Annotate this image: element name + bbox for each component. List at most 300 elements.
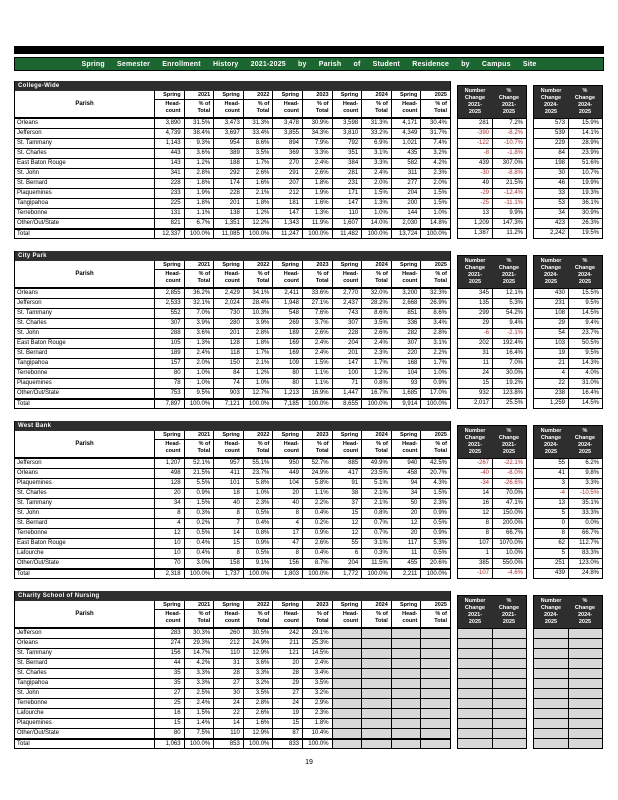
change-cell [492,729,526,738]
table-cell: 7,897 [154,400,184,408]
change-row [458,148,526,158]
change-cell: 47.1% [492,499,526,508]
header-line: Change [464,605,486,611]
header-line: count [343,278,359,284]
change-cell [492,719,526,728]
change-cell: -25 [480,200,489,206]
change-row [458,128,526,138]
table-cell: 0.2% [184,519,214,528]
table-row [15,218,450,228]
change-cell [458,719,492,728]
change-box-header [458,426,526,458]
parish-label: Lafourche [17,710,44,716]
table-cell: 833 [272,740,302,748]
change-row [458,228,526,238]
change-cell: 33 [558,190,565,196]
change-cell: 281 [478,120,489,126]
table-cell: 2.3% [420,169,450,178]
table-cell: 3.5% [243,149,273,158]
change-cell [568,629,602,638]
table-cell: 143 [154,159,184,168]
parish-column-header: Parish [75,101,94,107]
change-header-cell [534,256,568,288]
enrollment-table [14,251,451,409]
year-label: 2024 [361,431,391,440]
change-cell: 21.5% [492,179,526,188]
parish-label: Tangipahoa [17,200,49,206]
pct-total-column-header [361,270,391,287]
table-cell: 2.5% [184,689,214,698]
table-row [15,478,450,488]
table-cell: 14.8% [420,219,450,228]
parish-label: St. Charles [17,320,47,326]
table-cell: 1.5% [420,199,450,208]
header-line: count [284,448,299,454]
parish-label: St. Bernard [17,520,48,526]
parish-label: Orleans [17,640,39,646]
table-cell: 0.8% [361,379,391,388]
change-cell: 14 [482,490,489,496]
change-cell [492,709,526,718]
table-cell: 181 [272,199,302,208]
table-cell: 2.0% [184,359,214,368]
table-cell: 2.6% [302,329,332,338]
table-cell: 903 [213,389,243,398]
table-cell: 28 [213,669,243,678]
table-cell: 12.9% [243,649,273,658]
table-cell: 3.9% [184,319,214,328]
change-cell: 26.3% [568,219,602,228]
header-line: Head- [165,271,181,277]
headcount-column-header [154,440,184,457]
change-row [458,178,526,188]
table-cell [420,699,450,708]
change-box-2024-2025 [533,85,603,239]
change-row [458,478,526,488]
table-cell: 4,739 [154,129,184,138]
change-cell [458,739,492,748]
header-line: Total [315,278,329,284]
table-cell: 100.0% [184,740,214,748]
table-cell: 18 [213,489,243,498]
table-cell: 954 [213,139,243,148]
table-cell: 80 [154,729,184,738]
table-cell: 29 [272,679,302,688]
headcount-column-header [154,270,184,287]
header-line: count [284,108,299,114]
header-line: % of [435,611,447,617]
change-cell [568,659,602,668]
table-cell: 38 [332,489,362,498]
table-cell: 33.2% [361,129,391,138]
table-cell: 1.4% [184,719,214,728]
table-cell: 3.2% [302,689,332,698]
header-line: 2021- [467,442,483,448]
table-cell: 4.2% [420,159,450,168]
table-row [15,388,450,398]
header-line: % of [376,101,388,107]
table-cell: 443 [154,149,184,158]
table-cell: 0.9% [184,489,214,498]
table-cell: 100.0% [184,400,214,408]
change-cell [568,679,602,688]
change-row [534,728,602,738]
table-cell: 291 [272,169,302,178]
table-cell: 150 [213,359,243,368]
spring-label: Spring [391,261,421,270]
table-cell: 2.3% [420,499,450,508]
table-cell: 1.0% [420,209,450,218]
change-row [458,688,526,698]
table-cell: 31.3% [243,119,273,128]
table-row [15,698,450,708]
table-cell: 128 [154,479,184,488]
parish-label: St. Bernard [17,350,48,356]
table-cell: 4,171 [391,119,421,128]
change-row [534,528,602,538]
table-cell: 336 [391,319,421,328]
change-cell: 103 [554,340,565,346]
header-line: Head- [402,271,418,277]
table-cell: 29.3% [184,639,214,648]
parish-label: St. Bernard [17,660,48,666]
table-cell: 100.0% [420,230,450,238]
change-cell: 50.5% [568,339,602,348]
year-label: 2023 [302,261,332,270]
table-cell: 3.2% [243,679,273,688]
table-cell: 80 [154,369,184,378]
change-box-header [534,256,602,288]
table-cell: 147 [332,359,362,368]
table-cell: 2.1% [243,189,273,198]
table-cell: 14.0% [361,219,391,228]
change-row [534,498,602,508]
header-line: % of [435,271,447,277]
table-cell: 5.8% [302,479,332,488]
campus-name-bar: College-Wide [15,81,450,91]
header-line: Total [315,108,329,114]
table-cell: 101 [213,479,243,488]
change-row [534,648,602,658]
change-box-header [458,86,526,118]
spring-label: Spring [213,261,243,270]
table-cell: 2.6% [243,169,273,178]
parish-label: Other/Out/State [17,390,60,396]
change-box-2024-2025 [533,425,603,579]
table-cell [361,679,391,688]
change-box-2024-2025 [533,255,603,409]
pct-total-column-header [420,440,450,457]
headcount-column-header [391,610,421,627]
header-line: % [506,88,512,94]
change-row [458,538,526,548]
table-cell: 14.7% [184,649,214,658]
table-cell: 0.8% [243,529,273,538]
table-cell: 1.2% [243,369,273,378]
table-cell: 33.4% [243,129,273,138]
table-cell: 12 [391,519,421,528]
change-row [458,568,526,578]
table-cell [420,639,450,648]
header-line: Total [256,448,270,454]
table-cell: 109 [272,359,302,368]
table-cell: 20 [272,659,302,668]
change-cell: 198 [554,160,565,166]
table-cell: 1.9% [302,189,332,198]
header-line: 2024- [577,442,593,448]
change-row [534,328,602,338]
header-line: 2025 [544,619,558,625]
table-cell: 458 [391,469,421,478]
table-cell: 204 [332,559,362,568]
table-cell: 2,024 [213,299,243,308]
table-cell: 2.9% [302,699,332,708]
table-cell: 389 [213,149,243,158]
table-cell: 1.2% [184,159,214,168]
change-cell: 55 [558,460,565,466]
table-cell: 3,855 [272,129,302,138]
header-line: Total [434,448,447,454]
change-cell: 202 [478,340,489,346]
parish-label: Jefferson [17,630,42,636]
change-row [458,458,526,468]
change-cell: -1.8% [492,149,526,158]
year-label: 2023 [302,431,332,440]
table-cell: 2.1% [361,489,391,498]
change-row [458,528,526,538]
table-cell: 1,021 [391,139,421,148]
header-line: % of [257,101,270,107]
change-cell: 9.5% [568,299,602,308]
spring-label: Spring [391,91,421,100]
enrollment-table [14,421,451,579]
table-cell: 3.0% [184,559,214,568]
spring-label: Spring [154,601,184,610]
change-cell: 1 [485,550,489,556]
table-row [15,288,450,298]
table-cell [332,740,362,748]
change-cell: 7.2% [492,119,526,128]
table-cell: 0.9% [420,529,450,538]
change-row [534,468,602,478]
change-row [534,358,602,368]
table-cell: 100.0% [184,230,214,238]
table-cell: 31 [213,659,243,668]
header-line: Total [375,108,388,114]
table-cell: 117 [391,539,421,548]
spring-label: Spring [154,431,184,440]
header-line: Number [464,88,486,94]
table-cell: 31.5% [184,119,214,128]
change-row [534,218,602,228]
change-row [458,628,526,638]
change-cell [568,639,602,648]
table-cell: 1.5% [184,499,214,508]
table-cell: 2.4% [302,159,332,168]
spring-label: Spring [213,431,243,440]
table-cell: 156 [272,559,302,568]
parish-label: St. Charles [17,150,47,156]
table-cell [361,649,391,658]
headcount-column-header [391,100,421,117]
change-cell: 539 [554,130,565,136]
change-header-cell [568,596,602,628]
table-cell: 0.5% [420,549,450,558]
change-cell [534,709,568,718]
table-cell: 2.4% [184,349,214,358]
table-row [15,308,450,318]
header-line: count [343,108,359,114]
table-cell: 158 [213,559,243,568]
change-row [534,628,602,638]
header-line: % of [435,101,447,107]
year-label: 2025 [420,431,450,440]
table-row [15,348,450,358]
table-cell: 0.9% [243,539,273,548]
change-row [458,668,526,678]
header-line: Head- [224,441,240,447]
change-row [534,368,602,378]
change-row [534,738,602,748]
table-cell: 1.0% [243,489,273,498]
table-cell: 71 [332,379,362,388]
parish-label: St. Tammany [17,500,52,506]
table-cell: 5.8% [243,479,273,488]
table-cell: 548 [272,309,302,318]
table-row [15,678,450,688]
change-cell: -8.2% [492,129,526,138]
parish-label: Tangipahoa [17,680,49,686]
table-cell: 1.7% [243,159,273,168]
change-cell: 84 [558,150,565,156]
change-cell [568,739,602,748]
table-cell: 8.6% [243,139,273,148]
table-cell [361,740,391,748]
table-cell: 12.9% [243,729,273,738]
header-line: Total [315,448,329,454]
table-cell: 449 [272,469,302,478]
table-cell: 204 [332,339,362,348]
change-header-cell [568,256,602,288]
header-line: Total [197,108,211,114]
table-cell: 74 [213,379,243,388]
parish-label: Terrebonne [17,530,48,536]
change-cell [534,629,568,638]
change-cell: 30.9% [568,209,602,218]
table-cell [361,639,391,648]
table-cell: 2.8% [420,329,450,338]
table-cell: 1.6% [243,179,273,188]
headcount-column-header [272,270,302,287]
table-cell: 1,143 [154,139,184,148]
change-cell: -12.4% [492,189,526,198]
table-cell: 20 [154,489,184,498]
change-cell: 229 [554,140,565,146]
header-line: Change [498,265,520,271]
change-box-header [534,86,602,118]
table-cell: 12.2% [243,219,273,228]
change-cell: 9.8% [568,469,602,478]
table-cell: 228 [213,189,243,198]
headcount-column-header [213,610,243,627]
change-cell: -34 [480,480,489,486]
change-cell [568,699,602,708]
header-line: 2025 [578,109,592,115]
table-cell: 11.9% [302,219,332,228]
change-cell: 4 [561,370,565,376]
table-cell: 7.4% [420,139,450,148]
parish-label: Other/Out/State [17,730,60,736]
header-line: % [506,258,512,264]
table-cell: 2,668 [391,299,421,308]
change-cell [492,689,526,698]
spring-label: Spring [272,91,302,100]
table-cell: 0.4% [184,539,214,548]
table-cell: 14.5% [302,649,332,658]
pct-total-column-header [361,440,391,457]
change-cell [534,679,568,688]
table-cell: 10.3% [243,309,273,318]
change-cell: 8 [561,530,565,536]
parish-label: Terrebonne [17,370,48,376]
table-cell: 211 [272,639,302,648]
table-cell [391,740,421,748]
campus-section [14,591,604,749]
change-cell: 13 [482,210,489,216]
header-line: % of [257,611,270,617]
table-cell: 11,482 [332,230,362,238]
change-cell: 19.2% [492,379,526,388]
change-cell: 1070.0% [492,539,526,548]
change-row [458,708,526,718]
table-cell: 1.8% [184,179,214,188]
header-line: Total [315,618,329,624]
change-box-header [534,426,602,458]
change-cell [458,639,492,648]
change-header-cell [534,426,568,458]
change-header-cell [458,86,492,118]
table-cell: 2,030 [391,219,421,228]
table-cell: 1.7% [243,349,273,358]
parish-label: Jefferson [17,460,42,466]
change-cell: 423 [554,220,565,226]
table-cell: 228 [332,329,362,338]
table-row [15,558,450,568]
spring-label: Spring [272,261,302,270]
table-cell: 87 [272,729,302,738]
header-line: Head- [342,441,359,447]
change-cell: 14.1% [568,129,602,138]
change-cell: 14.5% [568,309,602,318]
change-row [458,678,526,688]
table-cell: 12,337 [154,230,184,238]
table-cell: 157 [154,359,184,368]
table-cell: 52.1% [184,459,214,468]
table-cell: 2.4% [361,169,391,178]
table-cell: 2,770 [332,289,362,298]
change-cell: 1,387 [473,230,489,236]
table-cell: 730 [213,309,243,318]
table-cell: 104 [391,369,421,378]
year-label: 2024 [361,601,391,610]
table-cell: 743 [332,309,362,318]
table-cell: 2,318 [154,570,184,578]
campus-section [14,81,604,239]
change-row [458,298,526,308]
table-cell: 78 [154,379,184,388]
table-row [15,688,450,698]
change-row [534,718,602,728]
